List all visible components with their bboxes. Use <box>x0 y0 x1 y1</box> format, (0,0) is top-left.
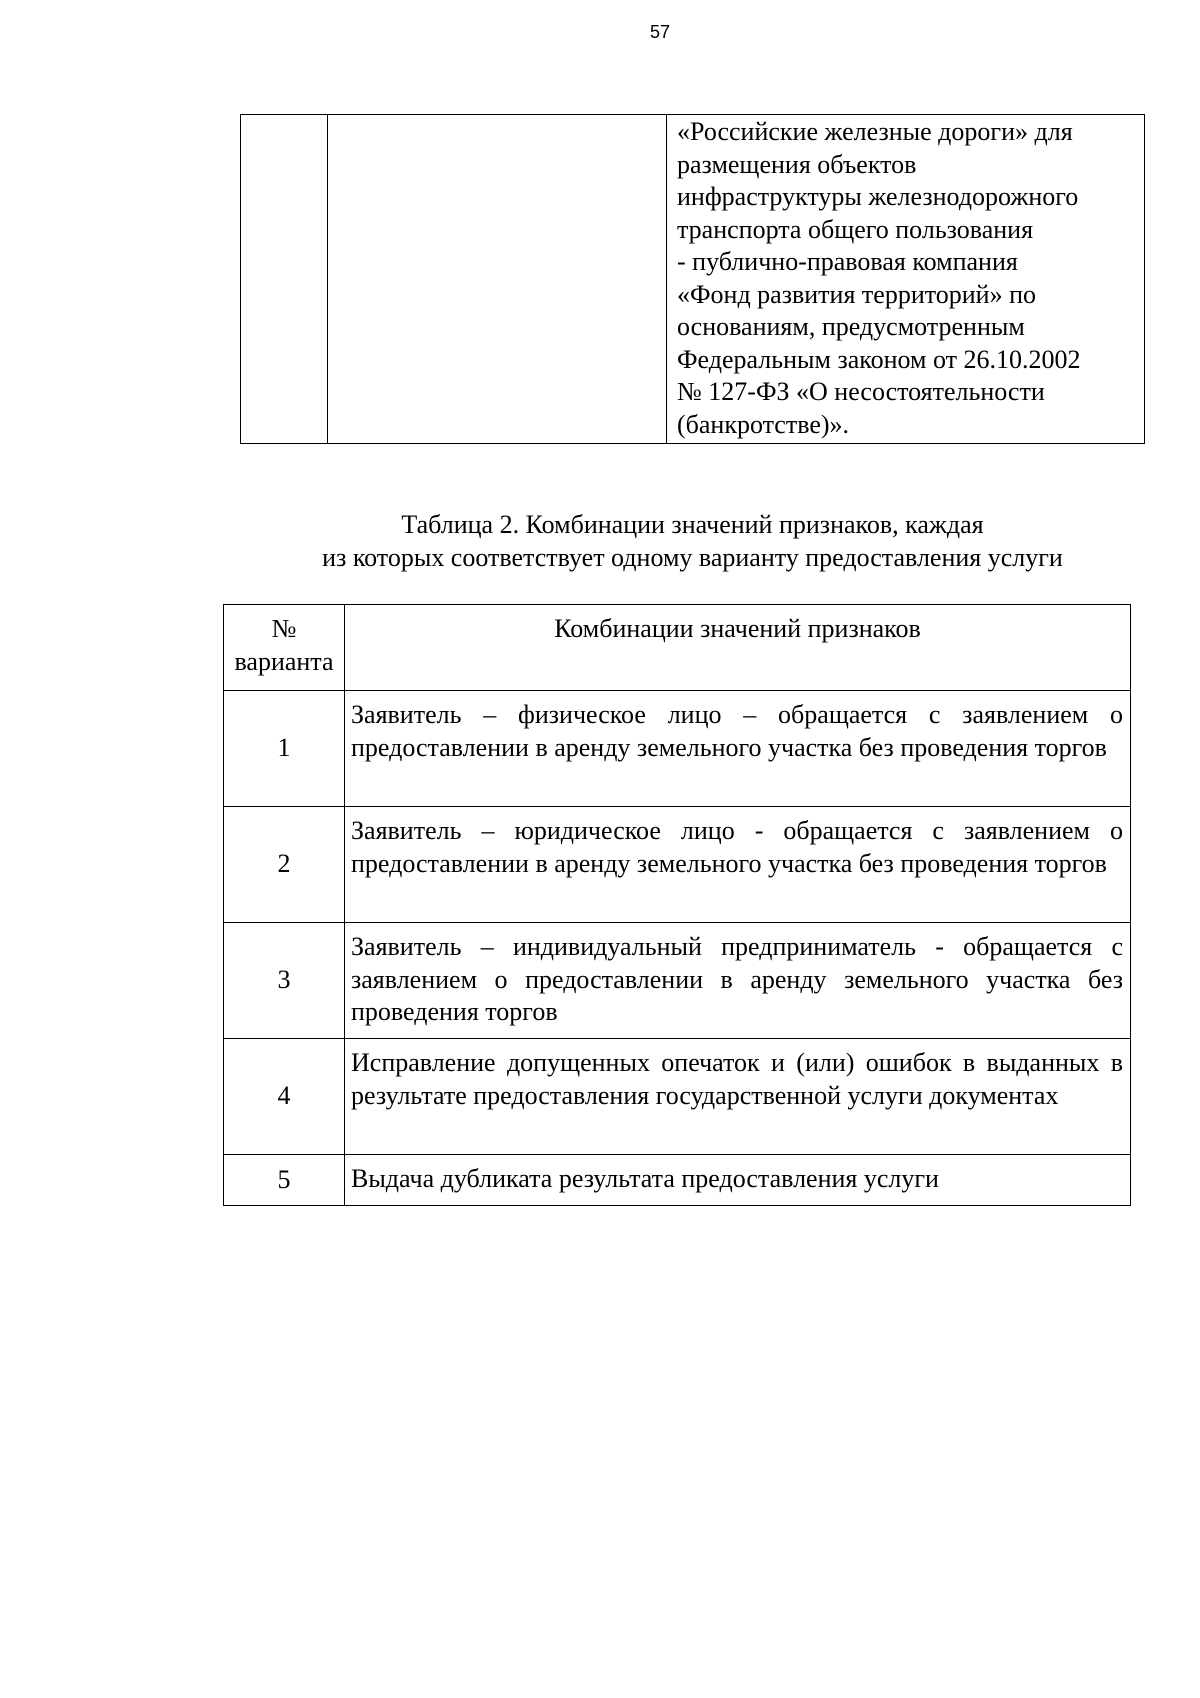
variant-description: Заявитель – физическое лицо – обращается с заявлением о предоставлении в аренду земельного участка без проведения торгов <box>345 691 1131 807</box>
continuation-line: основаниям, предусмотренным <box>677 312 1025 341</box>
variant-description: Заявитель – индивидуальный предприниматель - обращается с заявлением о предоставлении в аренду земельного участка без проведения торгов <box>345 923 1131 1039</box>
variant-description: Выдача дубликата результата предоставления услуги <box>345 1155 1131 1206</box>
header-variant-number <box>224 605 345 691</box>
continuation-row <box>241 115 1145 444</box>
variant-number: 2 <box>224 807 345 923</box>
table-row <box>224 923 1131 1039</box>
caption-line-2: из которых соответствует одному варианту предоставления услуги <box>322 543 1063 572</box>
table-row <box>224 691 1131 807</box>
continuation-line: «Российские железные дороги» для <box>677 117 1073 146</box>
continuation-line: «Фонд развития территорий» по <box>677 279 1036 309</box>
table-header-row <box>224 605 1131 691</box>
continuation-cell-empty-1 <box>241 115 328 444</box>
variant-number: 5 <box>224 1155 345 1206</box>
table-row <box>224 1155 1131 1206</box>
continuation-line: (банкротстве)». <box>677 409 850 439</box>
continuation-cell-empty-2 <box>328 115 667 444</box>
table-row <box>224 1039 1131 1155</box>
variant-description: Исправление допущенных опечаток и (или) ошибок в выданных в результате предоставления государственной услуги документах <box>345 1039 1131 1155</box>
caption-line-1: Таблица 2. Комбинации значений признаков, каждая <box>401 510 984 539</box>
variant-number: 3 <box>224 923 345 1039</box>
header-num-symbol: № <box>271 614 297 643</box>
continuation-cell-text <box>667 115 1145 444</box>
continuation-line: Федеральным законом от 26.10.2002 <box>677 344 1081 374</box>
continuation-line: инфраструктуры железнодорожного <box>677 182 1079 211</box>
variant-number: 4 <box>224 1039 345 1155</box>
page-number: 57 <box>649 22 671 42</box>
continuation-line: транспорта общего пользования <box>677 214 1034 244</box>
table-row <box>224 807 1131 923</box>
continuation-line: размещения объектов <box>677 149 917 179</box>
header-combinations: Комбинации значений признаков <box>345 605 1131 691</box>
table-caption <box>240 508 1145 574</box>
variant-number: 1 <box>224 691 345 807</box>
variants-table <box>223 604 1131 1206</box>
continuation-line: - публично-правовая компания <box>677 247 1018 276</box>
continuation-table <box>240 114 1145 444</box>
variant-description: Заявитель – юридическое лицо - обращается с заявлением о предоставлении в аренду земельного участка без проведения торгов <box>345 807 1131 923</box>
header-num-label: варианта <box>234 646 334 676</box>
continuation-line: № 127-ФЗ «О несостоятельности <box>677 377 1045 406</box>
